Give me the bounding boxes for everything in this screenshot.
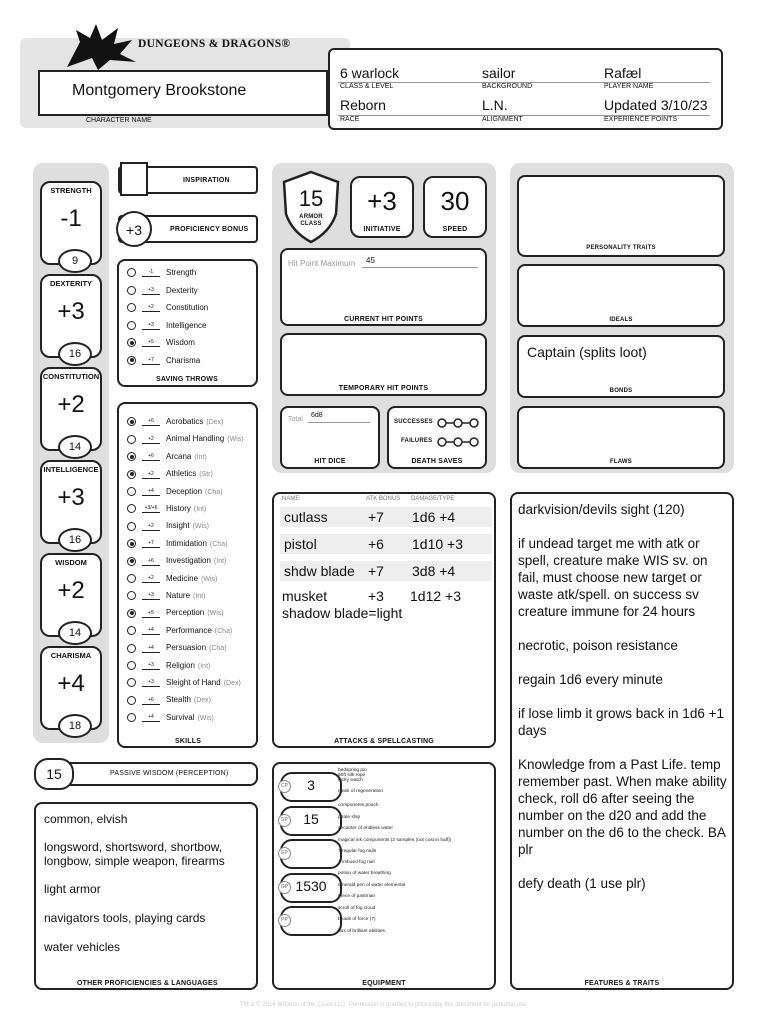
hit-dice-line	[308, 422, 370, 423]
proficiency-dot-icon[interactable]	[127, 661, 136, 670]
successes-label: SUCCESSES	[394, 419, 433, 425]
attacks-label: ATTACKS & SPELLCASTING	[334, 738, 434, 745]
skill-mod: +4	[142, 713, 160, 722]
ability-box	[40, 274, 102, 358]
skill-attribute: (Str)	[199, 471, 213, 479]
ability-modifier[interactable]: +2	[57, 577, 85, 604]
skill-name: Survival	[166, 712, 195, 722]
coin-value: 1530	[295, 877, 327, 894]
skill-attribute: (Wis)	[227, 436, 244, 444]
skill-row[interactable]	[127, 589, 205, 603]
proficiencies-label: OTHER PROFICIENCIES & LANGUAGES	[77, 980, 218, 987]
player-name-label: PLAYER NAME	[604, 83, 654, 90]
coin-label: GP	[278, 881, 291, 894]
attacks-col-damage: DAMAGE/TYPE	[411, 496, 455, 502]
saving-throw-name: Strength	[166, 268, 197, 277]
bonds-text[interactable]: Captain (splits loot)	[527, 344, 647, 360]
saving-throw-row[interactable]	[127, 354, 200, 368]
hit-dice-label: HIT DICE	[314, 458, 346, 465]
skill-name: Intimidation	[166, 538, 207, 548]
prof-line: longbow, simple weapon, firearms	[44, 854, 225, 868]
feature-paragraph: necrotic, poison resistance	[518, 638, 678, 653]
inspiration-input[interactable]	[120, 162, 148, 196]
attack-extra-name[interactable]: musket	[282, 588, 328, 604]
ability-box	[40, 646, 102, 730]
skill-name: Medicine	[166, 573, 199, 583]
proficiency-dot-icon[interactable]	[127, 678, 136, 687]
proficiency-dot-icon[interactable]	[127, 338, 136, 347]
skill-attribute: (Cha)	[209, 645, 227, 653]
attack-extra-bonus[interactable]: +3	[368, 588, 384, 604]
proficiency-dot-icon[interactable]	[127, 522, 136, 531]
skill-row[interactable]	[127, 606, 224, 620]
saving-throw-mod: +3	[142, 321, 160, 330]
skill-mod: +5	[142, 609, 160, 618]
feature-paragraph: if undead target me with atk or spell, creature make WIS sv. on fail, must choose new target or waste atk/spell. on success sv creature immune for 24 hours	[518, 536, 708, 619]
attack-bonus[interactable]: +7	[364, 507, 408, 527]
skill-mod: +3	[142, 591, 160, 600]
prof-line: common, elvish	[44, 812, 128, 826]
ability-modifier[interactable]: +2	[57, 391, 85, 418]
skill-name: Deception	[166, 486, 203, 496]
skill-attribute: (Int)	[213, 558, 227, 566]
features-label: FEATURES & TRAITS	[584, 980, 660, 987]
ability-name: INTELLIGENCE	[43, 465, 99, 474]
skill-mod: +4	[142, 487, 160, 496]
skill-name: Animal Handling	[166, 434, 225, 444]
skill-row[interactable]	[127, 537, 227, 551]
proficiency-dot-icon[interactable]	[127, 321, 136, 330]
proficiency-dot-icon[interactable]	[127, 417, 136, 426]
equipment-item[interactable]: Piece of pastman	[338, 894, 376, 899]
skill-attribute: (Cha)	[209, 540, 228, 548]
skill-name: Arcana	[166, 451, 192, 461]
skill-attribute: (Wis)	[207, 610, 224, 618]
failure-checkboxes[interactable]	[436, 435, 480, 453]
hit-dice-total-label: Total	[288, 416, 303, 423]
proficiency-dot-icon[interactable]	[127, 487, 136, 496]
skill-name: Stealth	[166, 695, 191, 705]
attacks-col-name: NAME	[282, 496, 300, 502]
skill-attribute: (Int)	[194, 453, 207, 461]
skill-mod: +2	[142, 522, 160, 531]
proficiency-dot-icon[interactable]	[127, 452, 136, 461]
equipment-item[interactable]: bedspring pin	[338, 768, 367, 773]
skill-name: Insight	[166, 521, 190, 531]
skill-row[interactable]	[127, 711, 214, 725]
skill-row[interactable]	[127, 641, 227, 655]
dragon-logo-icon	[62, 22, 140, 72]
ability-box	[40, 367, 102, 451]
skill-name: Acrobatics	[166, 417, 204, 426]
skill-mod: +3	[142, 661, 160, 670]
ability-box	[40, 460, 102, 544]
feature-paragraph: defy death (1 use plr)	[518, 876, 646, 891]
proficiency-label: PROFICIENCY BONUS	[170, 226, 249, 233]
skill-mod: +4	[142, 644, 160, 653]
skill-name: Athletics	[166, 469, 197, 479]
speed-label: SPEED	[442, 226, 468, 233]
equipment-item[interactable]: magical ink components (2 samples (out cost in half))	[338, 838, 452, 843]
skill-name: Sleight of Hand	[166, 678, 221, 687]
attack-damage[interactable]: 1d6 +4	[408, 507, 492, 527]
race[interactable]: Reborn	[340, 97, 386, 113]
equipment-item[interactable]: lucky watch	[338, 778, 363, 783]
logo-text: DUNGEONS & DRAGONS®	[138, 38, 291, 50]
equipment-item[interactable]: potion of water breathing	[338, 871, 391, 876]
initiative-value[interactable]: +3	[367, 186, 397, 216]
attack-damage[interactable]: 3d8 +4	[408, 561, 492, 581]
skill-mod: +3/+6	[142, 504, 160, 513]
feature-paragraph: darkvision/devils sight (120)	[518, 502, 685, 517]
skill-row[interactable]	[127, 467, 213, 481]
saving-throw-name: Dexterity	[166, 285, 198, 295]
skill-row[interactable]	[127, 450, 207, 464]
death-saves-label: DEATH SAVES	[411, 458, 463, 465]
skill-name: Religion	[166, 660, 195, 670]
feature-paragraph: regain 1d6 every minute	[518, 672, 663, 687]
attack-bonus[interactable]: +6	[364, 534, 408, 554]
ability-score[interactable]: 18	[58, 714, 92, 738]
skill-row[interactable]	[127, 432, 244, 446]
hit-dice-total[interactable]: 6d8	[311, 412, 323, 419]
equipment-item[interactable]: pirate ship	[338, 815, 361, 820]
feature-paragraph: Knowledge from a Past Life. temp remember past. When make ability check, roll d6 after seeing the number on the d20 and add the number on the d6 to the check. BA plr	[518, 757, 727, 857]
proficiency-value[interactable]: +3	[116, 211, 152, 247]
attack-damage[interactable]: 1d10 +3	[408, 534, 492, 554]
skill-attribute: (Cha)	[214, 627, 233, 635]
attacks-col-bonus: ATK BONUS	[366, 496, 401, 502]
saving-throw-name: Wisdom	[166, 338, 195, 347]
skill-attribute: (Dex)	[193, 697, 212, 705]
ability-score[interactable]: 14	[58, 621, 92, 645]
saving-throw-name: Charisma	[166, 355, 201, 365]
passive-wisdom-value[interactable]: 15	[34, 758, 74, 790]
coin-label: EP	[278, 847, 291, 860]
coin-field[interactable]	[280, 873, 342, 903]
hp-max-value[interactable]: 45	[366, 256, 375, 265]
equipment-label: EQUIPMENT	[362, 980, 406, 987]
proficiency-dot-icon[interactable]	[127, 644, 136, 653]
skill-row[interactable]	[127, 572, 217, 586]
hp-max-label: Hit Point Maximum	[288, 259, 356, 268]
saving-throw-row[interactable]	[127, 266, 196, 280]
initiative-label: INITIATIVE	[363, 226, 401, 233]
proficiency-dot-icon[interactable]	[127, 609, 136, 618]
saving-throws-label: SAVING THROWS	[156, 376, 218, 383]
attack-name[interactable]: pistol	[280, 534, 364, 554]
proficiency-dot-icon[interactable]	[127, 504, 136, 513]
coin-field[interactable]	[280, 906, 342, 936]
equipment-item[interactable]: box of brilliant abilities	[338, 929, 385, 934]
prof-line: longsword, shortsword, shortbow,	[44, 840, 223, 854]
skill-mod: +6	[142, 696, 160, 705]
saving-throw-name: Intelligence	[166, 320, 207, 330]
proficiency-dot-icon[interactable]	[127, 470, 136, 479]
character-name-label: CHARACTER NAME	[86, 117, 152, 124]
background-label: BACKGROUND	[482, 83, 533, 90]
equipment-item[interactable]: emerald pen of water elemental	[338, 883, 406, 888]
skill-attribute: (Int)	[197, 662, 211, 670]
skill-attribute: (Dex)	[206, 419, 224, 426]
skill-mod: +2	[142, 435, 160, 444]
skill-row[interactable]	[127, 485, 223, 499]
skill-attribute: (Cha)	[205, 488, 223, 496]
skill-mod: +4	[142, 626, 160, 635]
ability-name: CONSTITUTION	[42, 372, 100, 381]
saving-throw-row[interactable]	[127, 336, 195, 350]
character-name[interactable]: Montgomery Brookstone	[72, 82, 247, 99]
armor-class-label: ARMOR CLASS	[299, 214, 323, 227]
skill-name: Perception	[166, 608, 205, 618]
saving-throw-mod: +5	[142, 338, 160, 347]
skill-attribute: (Wis)	[192, 523, 209, 531]
ability-modifier[interactable]: -1	[60, 205, 82, 232]
saving-throw-name: Constitution	[166, 303, 209, 312]
skill-row[interactable]	[127, 415, 223, 429]
proficiency-dot-icon[interactable]	[127, 268, 136, 277]
flaws-label: FLAWS	[610, 459, 632, 465]
prof-line: navigators tools, playing cards	[44, 911, 206, 925]
skill-row[interactable]	[127, 624, 232, 638]
skill-mod: +6	[142, 452, 160, 461]
skill-attribute: (Int)	[193, 506, 207, 513]
equipment-item[interactable]: 1 imbued fog nail	[338, 860, 375, 865]
ability-modifier[interactable]: +3	[57, 484, 85, 511]
saving-throw-row[interactable]	[127, 301, 208, 315]
attack-name[interactable]: cutlass	[280, 507, 364, 527]
proficiency-dot-icon[interactable]	[127, 696, 136, 705]
class-level[interactable]: 6 warlock	[340, 65, 400, 81]
skill-name: Investigation	[166, 556, 211, 566]
passive-wisdom-label: PASSIVE WISDOM (PERCEPTION)	[110, 770, 229, 777]
ability-score[interactable]: 16	[58, 528, 92, 552]
feature-paragraph: if lose limb it grows back in 1d6 +1 days	[518, 706, 724, 738]
ideals-label: IDEALS	[609, 317, 633, 323]
proficiency-dot-icon[interactable]	[127, 574, 136, 583]
alignment-label: ALIGNMENT	[482, 116, 523, 123]
attack-extra-damage[interactable]: 1d12 +3	[410, 588, 461, 604]
failures-label: FAILURES	[401, 438, 433, 444]
saving-throw-mod: +7	[142, 356, 160, 365]
ability-name: DEXTERITY	[49, 279, 93, 288]
proficiency-dot-icon[interactable]	[127, 435, 136, 444]
ability-score[interactable]: 16	[58, 342, 92, 366]
equipment-item[interactable]: 60ft silk rope	[338, 773, 366, 778]
coin-label: SP	[278, 814, 291, 827]
skill-mod: +3	[142, 678, 160, 687]
equipment-item[interactable]: components pouch	[338, 803, 379, 808]
skill-name: Performance	[166, 625, 212, 635]
proficiency-dot-icon[interactable]	[127, 591, 136, 600]
coin-value: 15	[303, 810, 319, 827]
footer-copyright: TM & © 2014 Wizards of the Coast LLC. Permission is granted to photocopy this document for personal use.	[240, 1002, 528, 1008]
skill-attribute: (Wis)	[201, 575, 218, 583]
ability-name: WISDOM	[55, 558, 87, 567]
ability-score[interactable]: 9	[58, 249, 92, 273]
skill-row[interactable]	[127, 519, 209, 533]
attack-name[interactable]: shdw blade	[280, 561, 364, 581]
saving-throw-mod: -1	[142, 268, 160, 277]
equipment-item[interactable]: scroll of fog cloud	[338, 906, 376, 911]
skill-attribute: (Int)	[193, 593, 206, 600]
experience-points-label: EXPERIENCE POINTS	[604, 116, 678, 123]
inspiration-label: INSPIRATION	[183, 177, 230, 184]
skill-name: Nature	[166, 591, 191, 600]
skill-row[interactable]	[127, 693, 211, 707]
saving-throw-mod: +3	[142, 286, 160, 295]
ability-box	[40, 553, 102, 637]
coin-value: 3	[307, 777, 315, 793]
skill-row[interactable]	[127, 676, 241, 690]
ability-name: STRENGTH	[50, 186, 92, 195]
ability-box	[40, 181, 102, 265]
experience-points[interactable]: Updated 3/10/23	[604, 97, 708, 113]
saving-throw-mod: +2	[142, 303, 160, 312]
saving-throw-row[interactable]	[127, 284, 198, 298]
race-label: RACE	[340, 116, 360, 123]
equipment-item[interactable]: beads of force (7)	[338, 917, 376, 922]
proficiencies-text[interactable]	[44, 812, 225, 954]
class-level-label: CLASS & LEVEL	[340, 83, 394, 90]
alignment[interactable]: L.N.	[482, 97, 508, 113]
speed-value[interactable]: 30	[440, 186, 470, 216]
skill-row[interactable]	[127, 659, 210, 673]
skill-attribute: (Wis)	[197, 714, 214, 722]
player-name[interactable]: Rafæl	[604, 65, 642, 81]
ability-name: CHARISMA	[50, 651, 92, 660]
proficiency-dot-icon[interactable]	[127, 626, 136, 635]
saving-throw-row[interactable]	[127, 319, 206, 333]
skill-mod: +6	[142, 557, 160, 566]
skill-mod: +7	[142, 539, 160, 548]
coin-label: CP	[278, 780, 291, 793]
personality-label: PERSONALITY TRAITS	[586, 245, 656, 251]
prof-line: light armor	[44, 882, 101, 896]
armor-class-value[interactable]: 15	[298, 186, 324, 211]
proficiency-dot-icon[interactable]	[127, 286, 136, 295]
skill-row[interactable]	[127, 502, 206, 516]
coin-field[interactable]	[280, 806, 342, 836]
equipment-item[interactable]: decanter of endless water	[338, 826, 393, 831]
temp-hp-label: TEMPORARY HIT POINTS	[338, 385, 429, 392]
coin-field[interactable]	[280, 839, 342, 869]
ability-modifier[interactable]: +3	[57, 298, 85, 325]
equipment-item[interactable]: mask of regeneration	[338, 789, 384, 794]
success-checkboxes[interactable]	[436, 416, 480, 434]
proficiency-dot-icon[interactable]	[127, 713, 136, 722]
skill-name: History	[166, 504, 191, 513]
skill-mod: +2	[142, 574, 160, 583]
current-hp-label: CURRENT HIT POINTS	[343, 316, 424, 323]
features-text[interactable]	[518, 501, 728, 909]
background[interactable]: sailor	[482, 65, 516, 81]
skill-attribute: (Dex)	[223, 680, 241, 687]
proficiency-dot-icon[interactable]	[127, 303, 136, 312]
skill-mod: +2	[142, 470, 160, 479]
equipment-item[interactable]: 7 regular fog nails	[338, 849, 377, 854]
ability-score[interactable]: 14	[58, 435, 92, 459]
attack-bonus[interactable]: +7	[364, 561, 408, 581]
skill-row[interactable]	[127, 554, 226, 568]
ability-modifier[interactable]: +4	[57, 670, 85, 697]
skills-label: SKILLS	[175, 738, 202, 745]
character-name-line	[80, 115, 320, 116]
skill-name: Persuasion	[166, 643, 207, 653]
coin-label: PP	[278, 914, 291, 927]
proficiency-dot-icon[interactable]	[127, 356, 136, 365]
attack-note[interactable]: shadow blade=light	[282, 605, 403, 621]
skill-mod: +6	[142, 417, 160, 426]
coin-field[interactable]	[280, 772, 342, 802]
bonds-label: BONDS	[609, 388, 633, 394]
prof-line: water vehicles	[44, 940, 121, 954]
proficiency-dot-icon[interactable]	[127, 557, 136, 566]
proficiency-dot-icon[interactable]	[127, 539, 136, 548]
hp-max-line	[362, 267, 478, 268]
